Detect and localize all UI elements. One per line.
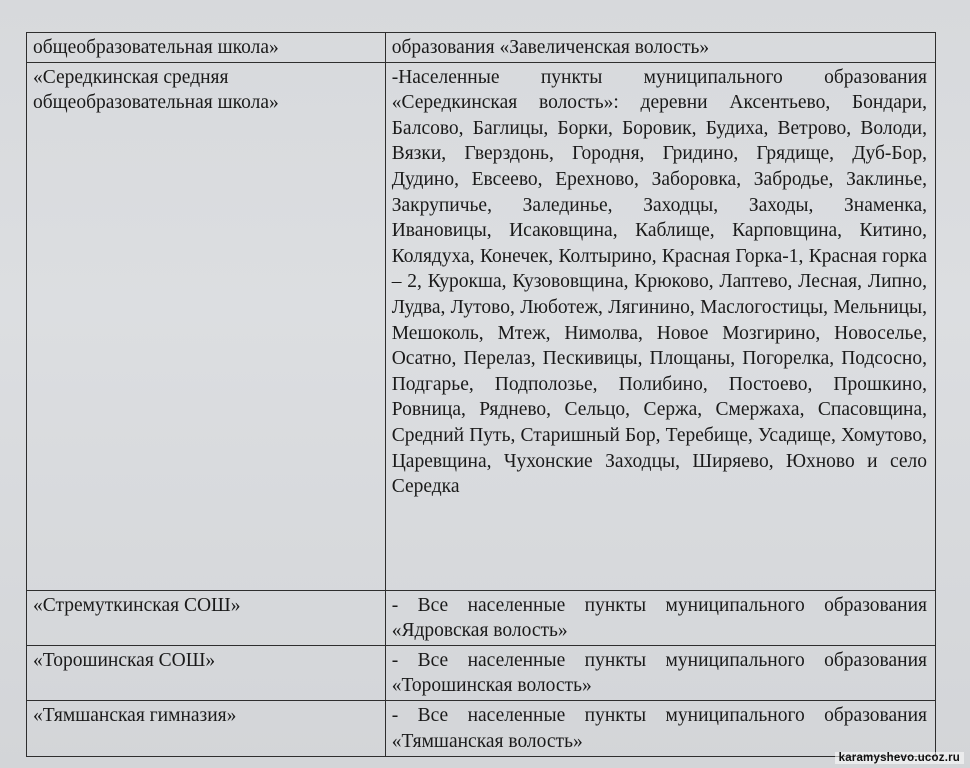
school-name-cell: «Торошинская СОШ» <box>27 645 386 700</box>
table-row <box>27 590 936 645</box>
school-name-cell: общеобразовательная школа» <box>27 33 386 63</box>
table-row <box>27 700 936 756</box>
served-area-cell: образования «Завеличенская волость» <box>385 33 935 63</box>
served-area-cell: - Все населенные пункты муниципального образования «Тямшанская волость» <box>385 700 935 756</box>
school-name-cell: «Середкинская средняя общеобразовательная школа» <box>27 62 386 590</box>
served-area-cell: - Все населенные пункты муниципального образования «Ядровская волость» <box>385 590 935 645</box>
served-area-cell: -Населенные пункты муниципального образования «Середкинская волость»: деревни Аксентьево, Бондари, Балсово, Баглицы, Борки, Боровик, Будиха, Ветрово, Володи, Вязки, Гверздонь, Городня, Гридино, Грядище, Дуб-Бор, Дудино, Евсеево, Ерехново, Заборовка, Забродье, Заклинье, Закрупичье, Залединье, Заходцы, Заходы, Знаменка, Ивановицы, Исаковщина, Каблище, Карповщина, Китино, Колядуха, Конечек, Колтырино, Красная Горка-1, Красная горка – 2, Курокша, Кузововщина, Крюково, Лаптево, Лесная, Липно, Лудва, Лутово, Люботеж, Лягинино, Маслогостицы, Мельницы, Мешоколь, Мтеж, Нимолва, Новое Мозгирино, Новоселье, Осатно, Перелаз, Пескивицы, Площаны, Погорелка, Подсосно, Подгарье, Подполозье, Полибино, Постоево, Прошкино, Ровница, Ряднево, Сельцо, Сержа, Смержаха, Спасовщина, Средний Путь, Старишный Бор, Теребище, Усадище, Хомутово, Царевщина, Чухонские Заходцы, Ширяево, Юхново и село Середка <box>385 62 935 590</box>
site-watermark: karamyshevo.ucoz.ru <box>835 752 964 764</box>
school-name-cell: «Тямшанская гимназия» <box>27 700 386 756</box>
table-row <box>27 33 936 63</box>
school-name-cell: «Стремуткинская СОШ» <box>27 590 386 645</box>
school-districts-table <box>26 32 936 757</box>
table-row <box>27 62 936 590</box>
served-area-cell: - Все населенные пункты муниципального образования «Торошинская волость» <box>385 645 935 700</box>
table-row <box>27 645 936 700</box>
